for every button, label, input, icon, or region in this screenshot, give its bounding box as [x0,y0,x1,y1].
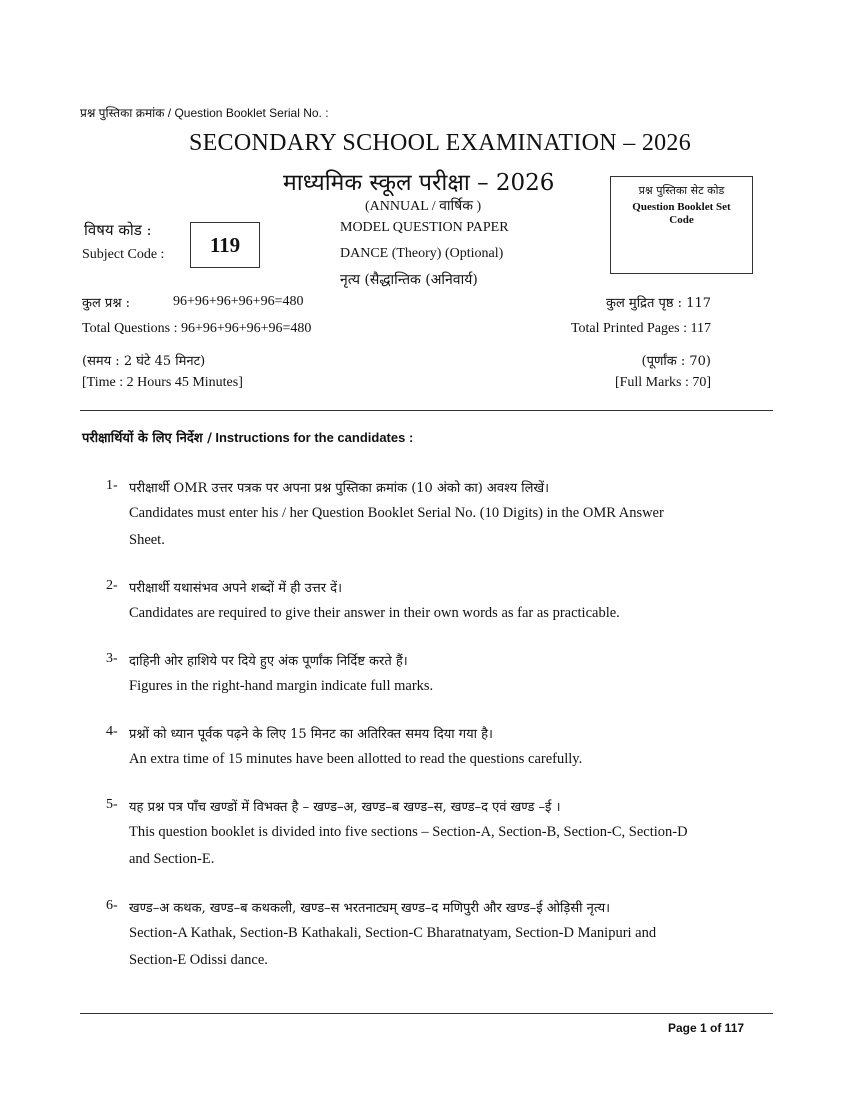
instruction-number: 2- [106,578,118,593]
header-divider [80,410,773,411]
instruction-text-hindi: खण्ड–अ कथक, खण्ड–ब कथकली, खण्ड–स भरतनाट्यम् खण्ड–द मणिपुरी और खण्ड–ई ओड़िसी नृत्य। [129,901,611,916]
instruction-number: 1- [106,478,118,493]
instruction-text-english: An extra time of 15 minutes have been allotted to read the questions carefully. [129,751,583,767]
instruction-text-english: This question booklet is divided into five sections – Section-A, Section-B, Section-C, Section-D [129,824,688,840]
printed-pages-english: Total Printed Pages : 117 [570,321,711,336]
instructions-heading [82,428,413,447]
serial-number-label: प्रश्न पुस्तिका क्रमांक / Question Booklet Serial No. : [80,106,329,120]
instruction-text-english: Section-A Kathak, Section-B Kathakali, Section-C Bharatnatyam, Section-D Manipuri and [129,925,657,941]
set-code-label-hindi: प्रश्न पुस्तिका सेट कोड [638,184,725,197]
full-marks-english: [Full Marks : 70] [614,375,711,390]
instructions-heading-hindi: परीक्षार्थियों के लिए निर्देश / [82,431,212,446]
subject-code-label-english: Subject Code : [82,247,165,262]
subject-code-label-hindi: विषय कोड : [84,221,152,239]
instruction-text-hindi: प्रश्नों को ध्यान पूर्वक पढ़ने के लिए 15 मिनट का अतिरिक्त समय दिया गया है। [129,727,493,742]
subject-code-value: 119 [209,232,241,257]
subject-name-english: DANCE (Theory) (Optional) [340,246,504,261]
instructions-heading-english: Instructions for the candidates : [215,430,414,445]
time-english: [Time : 2 Hours 45 Minutes] [82,375,243,390]
time-hindi: (समय : 2 घंटे 45 मिनट) [82,354,206,369]
page-number: Page 1 of 117 [668,1021,745,1035]
set-code-box [610,176,753,274]
instruction-text-english-cont: Section-E Odissi dance. [129,952,268,968]
instruction-text-hindi: यह प्रश्न पत्र पाँच खण्डों में विभक्त है – खण्ड–अ, खण्ड–ब खण्ड–स, खण्ड–द एवं खण्ड –ई । [129,800,561,815]
exam-title-hindi: माध्यमिक स्कूल परीक्षा – 2026 [283,170,555,196]
total-questions-value-hindi: 96+96+96+96+96=480 [173,294,304,309]
model-paper-label: MODEL QUESTION PAPER [340,220,509,235]
instruction-text-hindi: परीक्षार्थी OMR उत्तर पत्रक पर अपना प्रश्न पुस्तिका क्रमांक (10 अंको का) अवश्य लिखें। [129,481,550,496]
subject-code-box [190,222,260,268]
instruction-number: 6- [106,898,118,913]
printed-pages-hindi: कुल मुद्रित पृष्ठ : 117 [605,296,711,311]
instruction-text-hindi: दाहिनी ओर हाशिये पर दिये हुए अंक पूर्णांक निर्दिष्ट करते हैं। [129,654,408,669]
instruction-text-english: Figures in the right-hand margin indicate full marks. [129,678,434,694]
instruction-text-english-cont: and Section-E. [129,851,215,867]
instruction-text-hindi: परीक्षार्थी यथासंभव अपने शब्दों में ही उत्तर दें। [129,581,342,596]
instruction-number: 3- [106,651,118,666]
annual-label: (ANNUAL / वार्षिक ) [365,199,482,214]
instruction-text-english: Candidates must enter his / her Question Booklet Serial No. (10 Digits) in the OMR Answer [129,505,664,521]
exam-title-english: SECONDARY SCHOOL EXAMINATION – 2026 [188,130,692,156]
total-questions-english: Total Questions : 96+96+96+96+96=480 [82,321,312,336]
full-marks-hindi: (पूर्णांक : 70) [641,354,711,369]
instruction-text-english-cont: Sheet. [129,532,165,548]
instruction-number: 4- [106,724,118,739]
instruction-number: 5- [106,797,118,812]
subject-name-hindi: नृत्य (सैद्धान्तिक (अनिवार्य) [340,272,478,288]
instruction-text-english: Candidates are required to give their answer in their own words as far as practicable. [129,605,620,621]
total-questions-label-hindi: कुल प्रश्न : [82,296,131,311]
footer-divider [80,1013,773,1014]
set-code-label-english: Question Booklet Set Code [632,201,731,226]
